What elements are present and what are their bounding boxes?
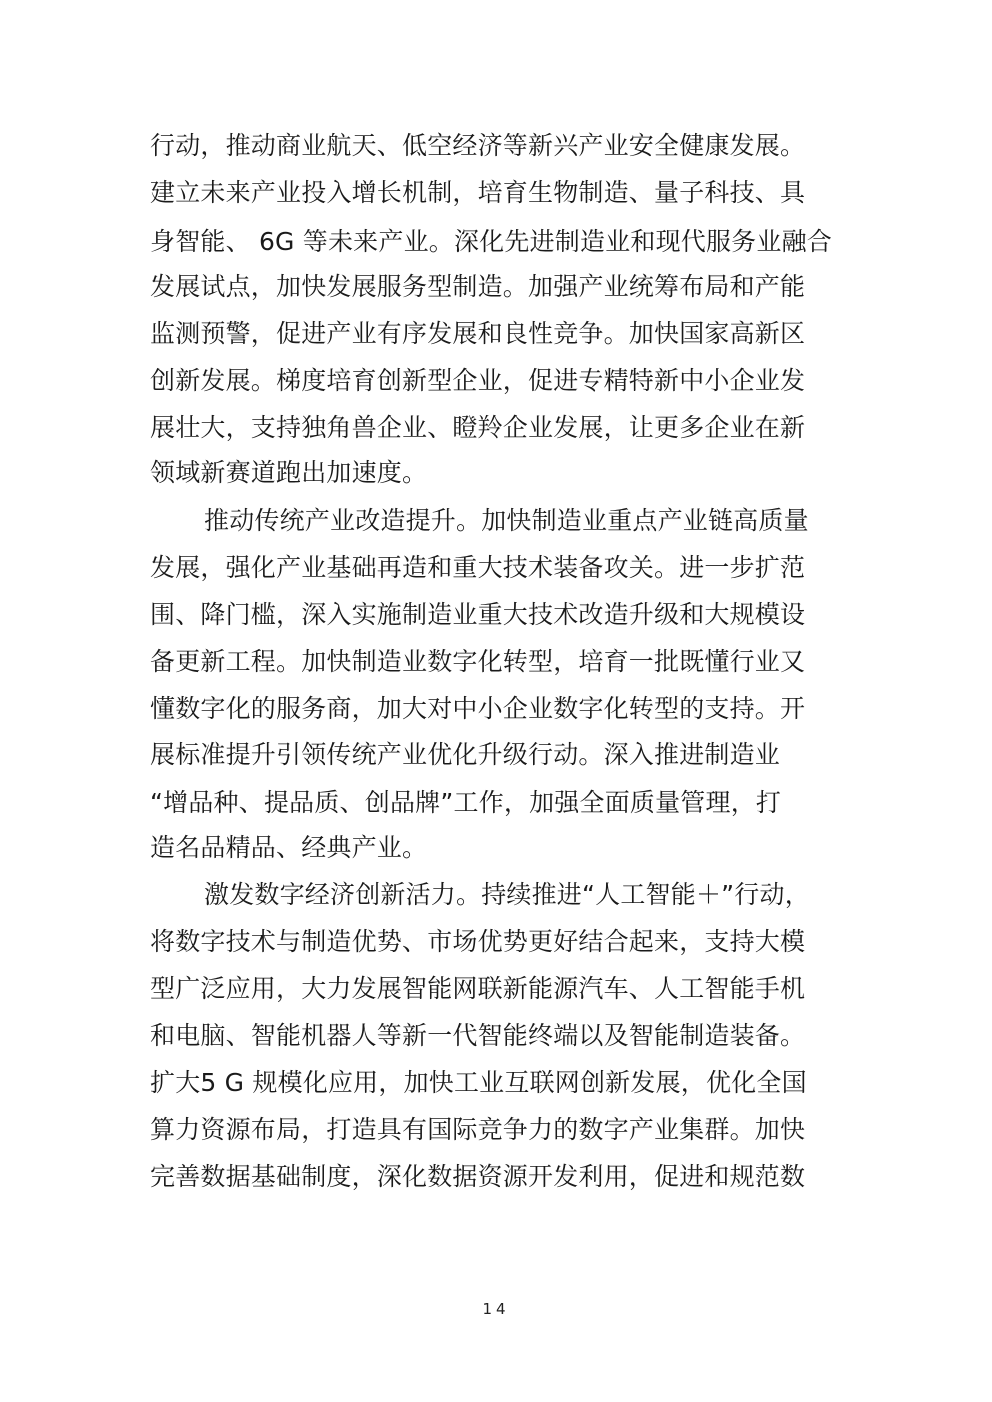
page-number: 14 [482,1300,510,1318]
text-line: “增品种、提品质、创品牌”工作，加强全面质量管理，打 [150,788,782,817]
text-line: 算力资源布局，打造具有国际竞争力的数字产业集群。加快 [150,1115,806,1144]
text-line: 懂数字化的服务商，加大对中小企业数字化转型的支持。开 [150,694,806,723]
text-line: 将数字技术与制造优势、市场优势更好结合起来，支持大模 [150,927,806,956]
text-line: 发展试点，加快发展服务型制造。加强产业统筹布局和产能 [150,272,806,301]
text-line: 展标准提升引领传统产业优化升级行动。深入推进制造业 [150,740,781,769]
text-line: 备更新工程。加快制造业数字化转型，培育一批既懂行业又 [150,647,806,676]
paragraph-start-line: 推动传统产业改造提升。加快制造业重点产业链高质量 [204,506,809,535]
text-line: 监测预警，促进产业有序发展和良性竞争。加快国家高新区 [150,319,806,348]
text-line: 完善数据基础制度，深化数据资源开发利用，促进和规范数 [150,1162,806,1191]
text-line: 造名品精品、经典产业。 [150,833,428,862]
paragraph-start-line: 激发数字经济创新活力。持续推进“人工智能＋”行动， [204,880,810,909]
text-line: 行动，推动商业航天、低空经济等新兴产业安全健康发展。 [150,131,806,160]
text-line: 扩大5 G 规模化应用，加快工业互联网创新发展，优化全国 [150,1068,807,1097]
text-line: 身智能、 6G 等未来产业。深化先进制造业和现代服务业融合 [150,227,832,256]
text-line: 展壮大，支持独角兽企业、瞪羚企业发展，让更多企业在新 [150,413,806,442]
text-line: 围、降门槛，深入实施制造业重大技术改造升级和大规模设 [150,600,806,629]
text-line: 和电脑、智能机器人等新一代智能终端以及智能制造装备。 [150,1021,806,1050]
text-line: 领域新赛道跑出加速度。 [150,458,428,487]
text-line: 创新发展。梯度培育创新型企业，促进专精特新中小企业发 [150,366,806,395]
text-line: 发展，强化产业基础再造和重大技术装备攻关。进一步扩范 [150,553,806,582]
text-line: 建立未来产业投入增长机制，培育生物制造、量子科技、具 [150,178,806,207]
text-line: 型广泛应用，大力发展智能网联新能源汽车、人工智能手机 [150,974,806,1003]
